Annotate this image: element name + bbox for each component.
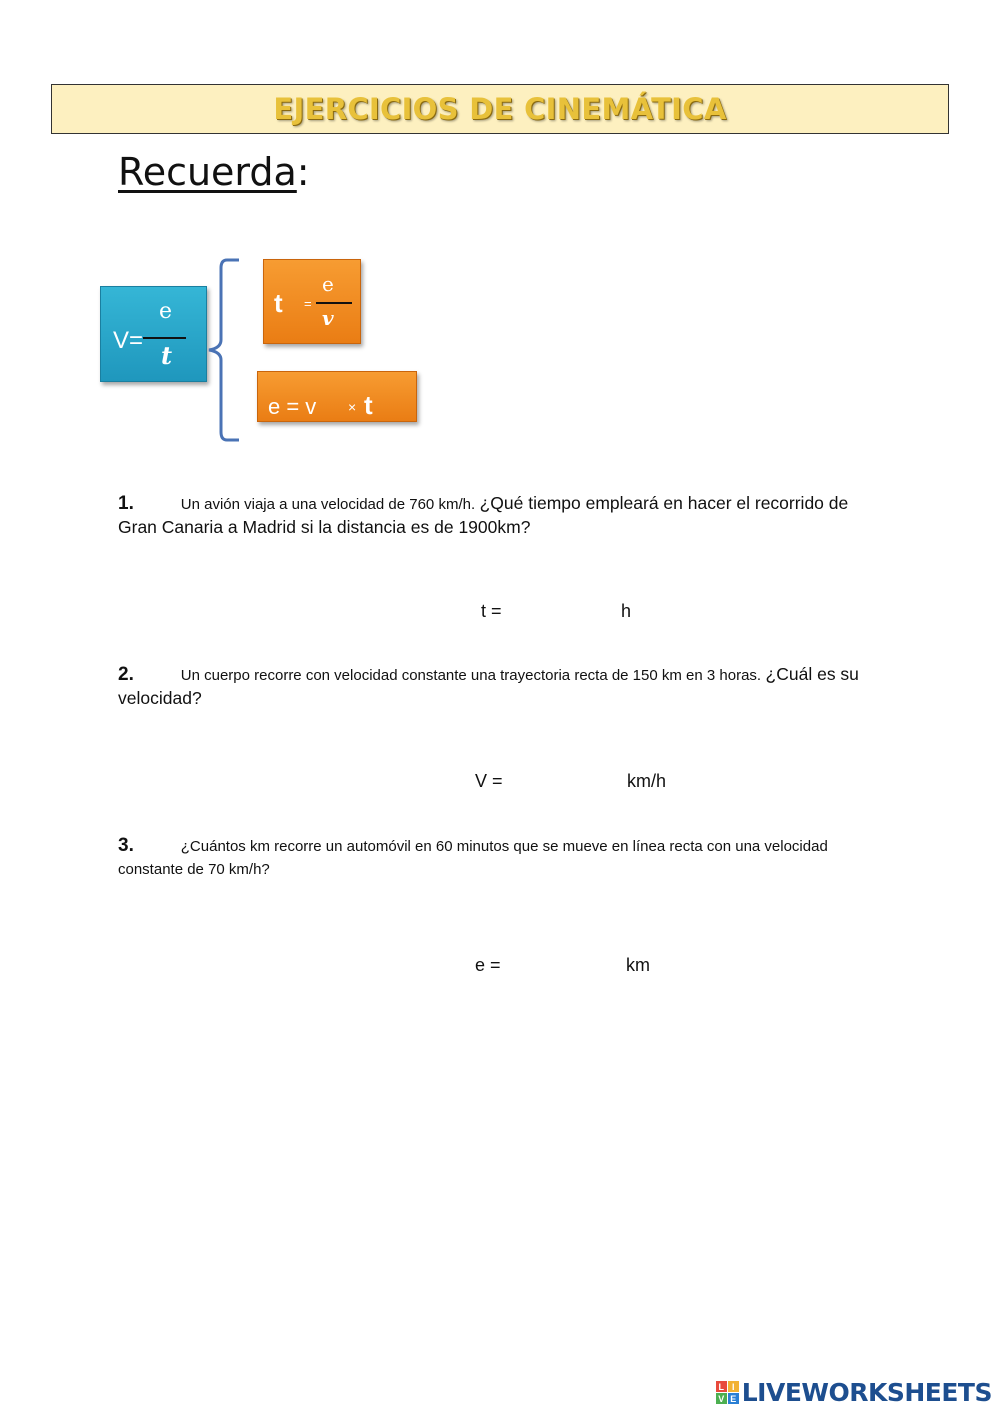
question-text-line2: Gran Canaria a Madrid si la distancia es de 1900km? (118, 517, 531, 537)
answer-label-2: V = (475, 771, 503, 791)
velocity-fraction-bar (143, 337, 186, 339)
velocity-lhs: V= (113, 327, 144, 354)
velocity-numerator: e (159, 299, 173, 324)
question-number: 1. (118, 493, 134, 514)
question-number: 2. (118, 664, 134, 685)
distance-formula-card (257, 371, 417, 422)
logo-icon: L I V E (716, 1381, 739, 1404)
question-text-line2: velocidad? (118, 688, 202, 708)
time-eq: = (304, 296, 312, 311)
answer-unit-1: h (621, 601, 632, 621)
question-text-line2: constante de 70 km/h? (118, 861, 270, 878)
recuerda-heading (118, 150, 310, 194)
recuerda-colon: : (296, 150, 310, 194)
question-text-large: ¿Cuál es su (765, 664, 859, 684)
liveworksheets-logo (716, 1378, 992, 1407)
brace-icon (205, 256, 245, 446)
question-3 (118, 834, 938, 881)
question-text-large: ¿Qué tiempo empleará en hacer el recorrido de (479, 493, 849, 513)
answer-unit-3: km (626, 955, 650, 975)
question-number: 3. (118, 835, 134, 856)
question-1 (118, 492, 938, 539)
page-title: EJERCICIOS DE CINEMÁTICA (273, 92, 727, 126)
answer-label-1: t = (481, 601, 502, 621)
time-fraction-bar (316, 302, 352, 304)
distance-part1: e = v (268, 394, 317, 419)
time-numerator: e (322, 272, 334, 296)
time-denominator: v (322, 306, 334, 330)
distance-part2: t (364, 390, 373, 420)
question-text-small: ¿Cuántos km recorre un automóvil en 60 minutos que se mueve en línea recta con una velocidad (180, 838, 828, 855)
answer-unit-2: km/h (627, 771, 667, 791)
time-formula-card (263, 259, 361, 344)
recuerda-word: Recuerda (118, 150, 297, 194)
velocity-formula-card (100, 286, 207, 382)
answer-label-3: e = (475, 955, 501, 975)
question-text-small: Un cuerpo recorre con velocidad constante una trayectoria recta de 150 km en 3 horas. (180, 667, 762, 684)
velocity-denominator: t (161, 341, 173, 370)
time-lhs: t (274, 288, 283, 318)
title-banner (51, 84, 949, 134)
question-text-small: Un avión viaja a una velocidad de 760 km/h. (180, 496, 476, 513)
question-2 (118, 663, 938, 710)
distance-times: × (348, 399, 357, 415)
logo-text: LIVEWORKSHEETS (741, 1378, 992, 1407)
